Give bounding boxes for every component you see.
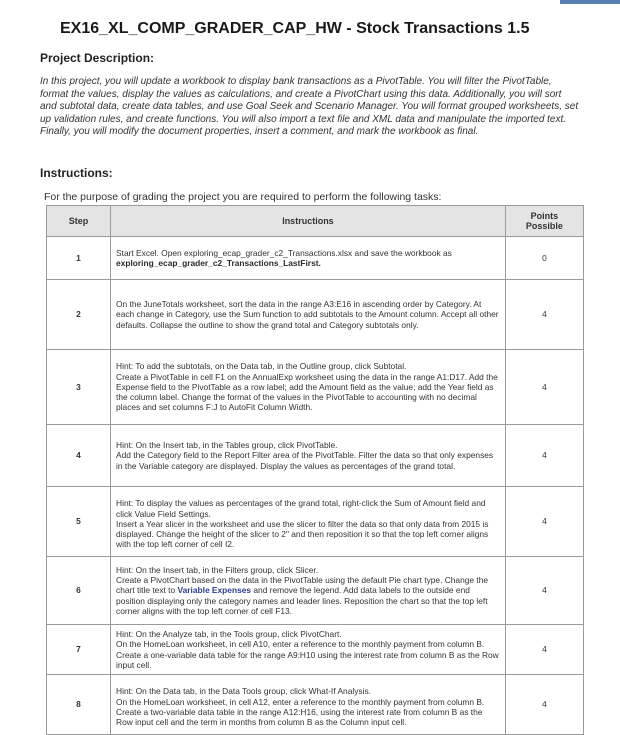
instruction-hint: Hint: On the Insert tab, in the Tables group, click PivotTable. — [116, 440, 338, 451]
instruction-hint: Hint: To display the values as percentages of the grand total, right-click the Sum of Amount field and click Value Field Settings. — [116, 498, 486, 519]
points-value: 4 — [505, 280, 583, 350]
description-heading: Project Description: — [40, 51, 155, 65]
points-value: 0 — [505, 237, 583, 280]
instruction-text: On the HomeLoan worksheet, in cell A12, enter a reference to the monthly payment from column B. Create a two-variable data table in the range A12:H16, using the interest rate from column B as the Row input cell and the term in months from column B as the Column input cell. — [116, 696, 485, 728]
instruction-hint: Hint: On the Analyze tab, in the Tools group, click PivotChart. — [116, 628, 342, 639]
instruction-hint: Hint: To add the subtotals, on the Data tab, in the Outline group, click Subtotal. — [116, 361, 407, 372]
header-points-line1: Points — [530, 211, 559, 221]
table-row — [47, 675, 584, 735]
table-row — [47, 557, 584, 625]
tasks-table — [46, 205, 584, 735]
instructions-lead: For the purpose of grading the project you are required to perform the following tasks: — [44, 191, 442, 203]
table-row — [47, 625, 584, 675]
table-row — [47, 350, 584, 425]
instruction-text — [116, 575, 500, 616]
step-number: 5 — [47, 487, 111, 557]
instruction-hint: Hint: On the Data tab, in the Data Tools group, click What-If Analysis. — [116, 686, 371, 697]
instruction-text — [116, 248, 500, 269]
instruction-cell — [111, 425, 506, 487]
instructions-heading: Instructions: — [40, 166, 113, 180]
document-title: EX16_XL_COMP_GRADER_CAP_HW - Stock Transactions 1.5 — [60, 20, 530, 37]
project-description: In this project, you will update a workbook to display bank transactions as a PivotTable. You will filter the PivotTable, format the values, display the values as calculations, and create a PivotChart using this data. Additionally, you will sort and subtotal data, create data tables, and use Goal Seek and Scenario Manager. You will format grouped worksheets, set up validation rules, and create functions. You will also import a text file and XML data and manipulate the imported text. Finally, you will modify the document properties, insert a comment, and mark the workbook as final. — [40, 76, 579, 137]
instruction-cell — [111, 675, 506, 735]
table-row — [47, 237, 584, 280]
instruction-filename: exploring_ecap_grader_c2_Transactions_LastFirst. — [116, 258, 321, 268]
instruction-hint: Hint: On the Insert tab, in the Filters group, click Slicer. — [116, 564, 319, 575]
instruction-text: Insert a Year slicer in the worksheet and use the slicer to filter the data so that only data from 2015 is displayed. Change the height of the slicer to 2" and then reposition it so that the top left corner aligns with the top left corner of cell I2. — [116, 518, 489, 550]
step-number: 4 — [47, 425, 111, 487]
top-accent-bar — [560, 0, 620, 4]
points-value: 4 — [505, 425, 583, 487]
points-value: 4 — [505, 675, 583, 735]
table-row — [47, 280, 584, 350]
step-number: 8 — [47, 675, 111, 735]
header-points-line2: Possible — [525, 221, 563, 231]
instruction-cell — [111, 557, 506, 625]
step-number: 7 — [47, 625, 111, 675]
instruction-cell — [111, 625, 506, 675]
instruction-cell — [111, 350, 506, 425]
step-number: 6 — [47, 557, 111, 625]
instruction-text: Create a PivotTable in cell F1 on the AnnualExp worksheet using the data in the range A1:D17. Add the Expense field to the PivotTable as a row label; add the Amount field as the value; add the Year field as the column label. Change the format of the values in the PivotTable to accounting with no decimal places and set columns F:J to AutoFit Column Width. — [116, 371, 498, 413]
instruction-text: Add the Category field to the Report Filter area of the PivotTable. Filter the data so that only expenses in the Variable category are displayed. Display the values as percentages of the grand total. — [116, 450, 494, 471]
header-instructions: Instructions — [111, 206, 506, 237]
points-value: 4 — [505, 557, 583, 625]
points-value: 4 — [505, 350, 583, 425]
table-header-row — [47, 206, 584, 237]
instruction-text: On the JuneTotals worksheet, sort the data in the range A3:E16 in ascending order by Category. At each change in Category, use the Sum function to add subtotals to the Amount column. Accept all other defaults. Collapse the outline to show the grand total and Category subtotals only. — [116, 299, 499, 330]
table-row — [47, 487, 584, 557]
step-number: 2 — [47, 280, 111, 350]
table-row — [47, 425, 584, 487]
instruction-text-a: Create a PivotChart based on the data in the PivotTable using the default Pie chart type. Change the chart title text to — [116, 575, 489, 596]
instruction-cell — [111, 280, 506, 350]
instruction-text-a: Start Excel. Open exploring_ecap_grader_c2_Transactions.xlsx and save the workbook as — [116, 247, 452, 258]
chart-title-highlight: Variable Expenses — [177, 585, 252, 596]
step-number: 3 — [47, 350, 111, 425]
points-value: 4 — [505, 625, 583, 675]
instruction-text: On the HomeLoan worksheet, in cell A10, enter a reference to the monthly payment from column B. Create a one-variable data table for the range A9:H10 using the interest rate from column B as the Row input cell. — [116, 639, 499, 670]
points-value: 4 — [505, 487, 583, 557]
header-points — [505, 206, 583, 237]
instruction-text-b: and remove the legend. Add data labels to the outside end position displaying only the category names and leader lines. Reposition the chart so that the top left corner aligns with the top left corner of cell F13. — [116, 585, 488, 616]
instruction-cell — [111, 237, 506, 280]
step-number: 1 — [47, 237, 111, 280]
header-step: Step — [47, 206, 111, 237]
instruction-cell — [111, 487, 506, 557]
